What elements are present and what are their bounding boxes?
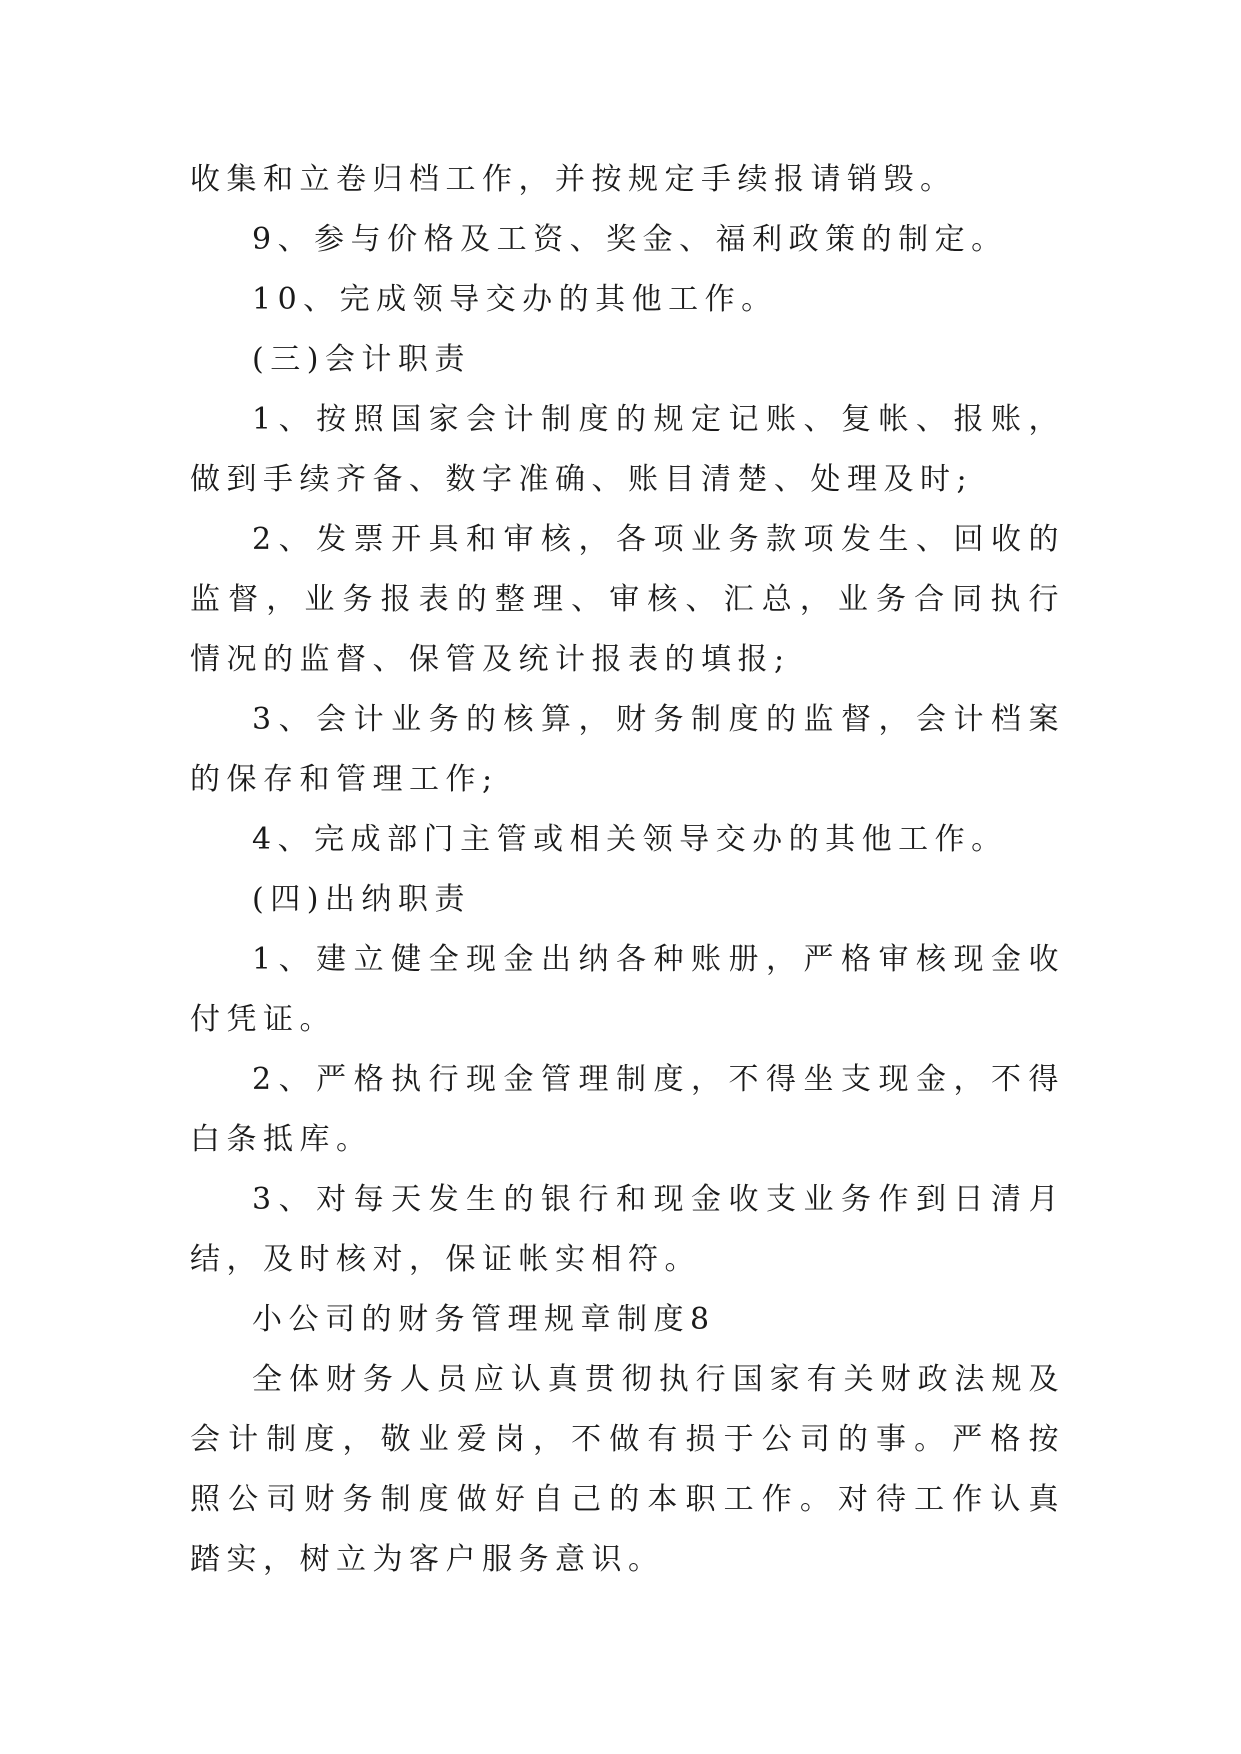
paragraph-archiving-continued: 收集和立卷归档工作，并按规定手续报请销毁。 [190, 162, 957, 197]
paragraph-accounting-item-3: 3、会计业务的核算，财务制度的监督，会计档案的保存和管理工作; [190, 702, 1065, 797]
paragraph-item-9: 9、参与价格及工资、奖金、福利政策的制定。 [252, 222, 1008, 257]
paragraph-cashier-item-3: 3、对每天发生的银行和现金收支业务作到日清月结，及时核对，保证帐实相符。 [190, 1182, 1065, 1277]
document-body [190, 150, 1065, 1590]
paragraph-item-10: 10、完成领导交办的其他工作。 [252, 282, 778, 317]
section-heading-cashier-duties: (四)出纳职责 [252, 882, 471, 917]
section-heading-accounting-duties: (三)会计职责 [252, 342, 471, 377]
paragraph-general-staff-rules: 全体财务人员应认真贯彻执行国家有关财政法规及会计制度，敬业爱岗，不做有损于公司的事。严格按照公司财务制度做好自己的本职工作。对待工作认真踏实，树立为客户服务意识。 [190, 1362, 1065, 1577]
paragraph-accounting-item-2: 2、发票开具和审核，各项业务款项发生、回收的监督，业务报表的整理、审核、汇总，业务合同执行情况的监督、保管及统计报表的填报; [190, 522, 1065, 677]
paragraph-accounting-item-1: 1、按照国家会计制度的规定记账、复帐、报账，做到手续齐备、数字准确、账目清楚、处理及时; [190, 402, 1065, 497]
paragraph-cashier-item-1: 1、建立健全现金出纳各种账册，严格审核现金收付凭证。 [190, 942, 1065, 1037]
paragraph-accounting-item-4: 4、完成部门主管或相关领导交办的其他工作。 [252, 822, 1008, 857]
paragraph-cashier-item-2: 2、严格执行现金管理制度，不得坐支现金，不得白条抵库。 [190, 1062, 1065, 1157]
section-title-regulations-8: 小公司的财务管理规章制度8 [252, 1302, 716, 1337]
